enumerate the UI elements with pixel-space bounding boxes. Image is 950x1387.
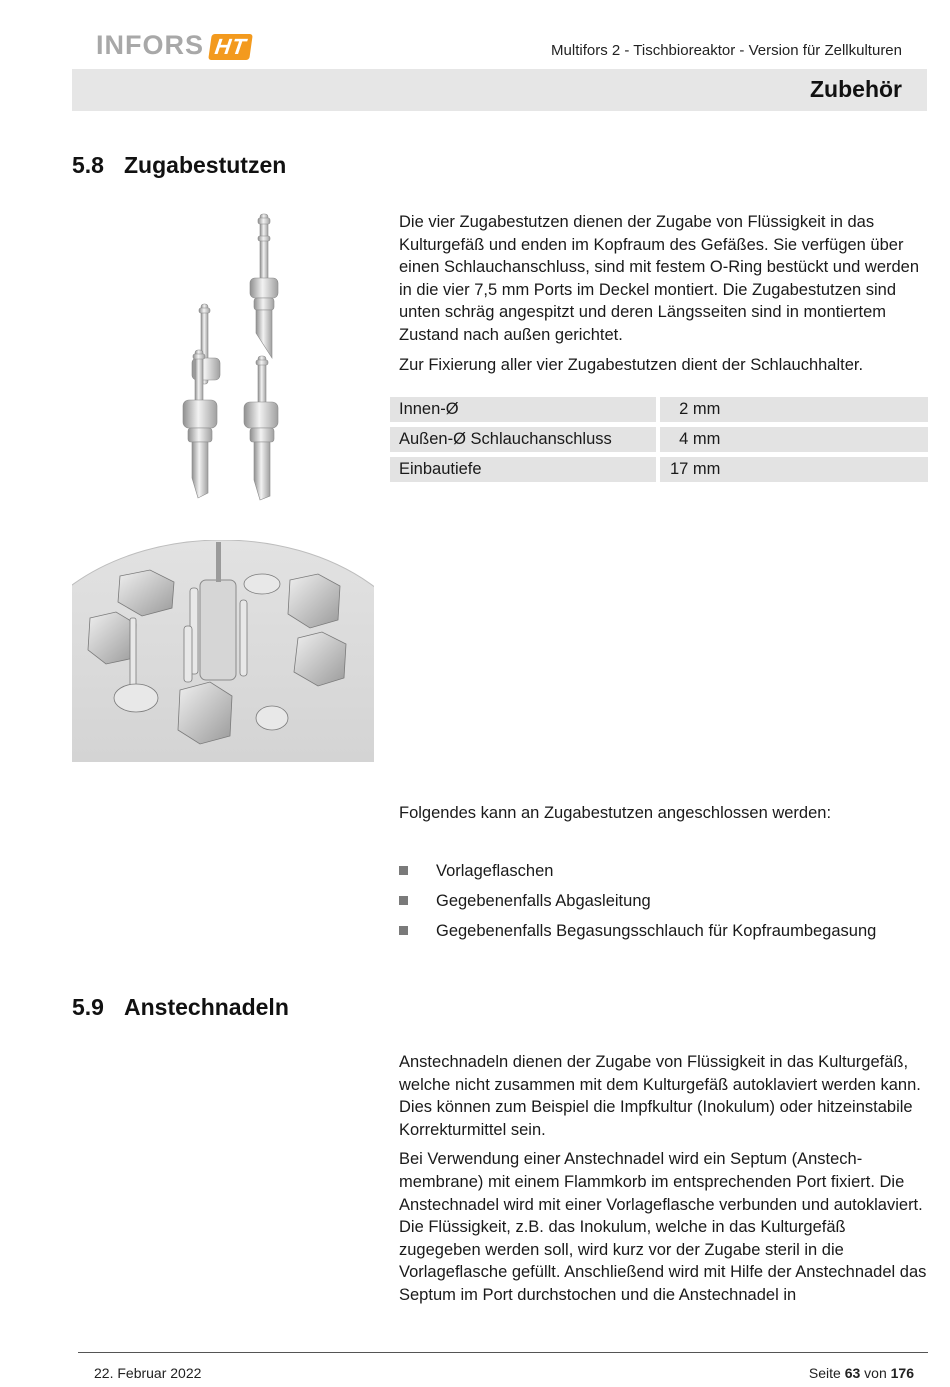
- paragraph: Bei Verwendung einer Anstechnadel wird ein Septum (Anstechmembrane) mit einem Flammkorb im entsprechenden Port fixiert. Die Anstechnadel wird mit einer Vorlageflasche verbunden und autoklaviert. Die Flüssigkeit, z.B. das Inokulum, welche in das Kulturgefäß zugegeben werden soll, wird kurz vor der Zugabe steril in die Vorlageflasche gefüllt. Anschließend wird mit Hilfe der Anstechnadel das Septum im Port durchstochen und die Anstechnadel in: [399, 1150, 927, 1304]
- section-heading-5-9: [72, 994, 289, 1021]
- spec-row: [390, 457, 928, 482]
- footer-divider: [78, 1352, 928, 1353]
- spec-row: [390, 397, 928, 422]
- logo-mark: HT: [208, 34, 253, 60]
- spec-value: 4 mm: [660, 427, 928, 452]
- spec-label: Einbautiefe: [390, 457, 656, 482]
- list-item: Vorlageflaschen: [399, 862, 553, 881]
- section-5-9-text: [399, 1051, 929, 1314]
- spec-value: 17 mm: [660, 457, 928, 482]
- paragraph: Zur Fixierung aller vier Zugabestutzen dient der Schlauchhalter.: [399, 355, 864, 374]
- connect-intro: Folgendes kann an Zugabestutzen angeschlossen werden:: [399, 804, 832, 822]
- bullet-square-icon: [399, 896, 408, 905]
- spec-label: Innen-Ø: [390, 397, 656, 422]
- section-number: 5.8: [72, 152, 104, 178]
- paragraph: Anstechnadeln dienen der Zugabe von Flüssigkeit in das Kulturgefäß, welche nicht zusammen mit dem Kulturgefäß autoklaviert werden kann. Dies können zum Beispiel die Impfkultur (Inokulum) oder hitzeinstabile Korrekturmittel sein.: [399, 1053, 921, 1139]
- zugabestutzen-illustration: [170, 208, 290, 503]
- paragraph: Die vier Zugabestutzen dienen der Zugabe von Flüssigkeit in das Kulturgefäß und enden im Kopfraum des Gefäßes. Sie verfügen über einen Schlauchanschluss, sind mit festem O-Ring bestückt und werden in die vier 7,5 mm Ports im Deckel montiert. Die Zugabestutzen sind unten schräg angespitzt und deren Längsseiten sind in montiertem Zustand nach außen gerichtet.: [399, 213, 920, 344]
- lid-illustration: [72, 540, 374, 762]
- section-title: Zugabestutzen: [124, 152, 287, 178]
- logo-text: INFORS: [96, 30, 205, 60]
- infors-ht-logo: [96, 30, 251, 61]
- section-number: 5.9: [72, 994, 104, 1020]
- spec-row: [390, 427, 928, 452]
- chapter-title: Zubehör: [810, 76, 902, 102]
- page-number: Seite 63 von 176: [808, 1365, 914, 1381]
- section-heading-5-8: [72, 152, 286, 179]
- bullet-square-icon: [399, 866, 408, 875]
- list-item: Gegebenenfalls Begasungsschlauch für Kopfraumbegasung: [399, 922, 876, 941]
- spec-value: 2 mm: [660, 397, 928, 422]
- bullet-square-icon: [399, 926, 408, 935]
- section-5-8-text: [399, 211, 929, 383]
- footer-date: 22. Februar 2022: [94, 1365, 202, 1381]
- list-item: Gegebenenfalls Abgasleitung: [399, 892, 651, 911]
- chapter-bar: [72, 69, 927, 111]
- document-title: Multifors 2 - Tischbioreaktor - Version für Zellkulturen: [551, 42, 902, 59]
- spec-label: Außen-Ø Schlauchanschluss: [390, 427, 656, 452]
- section-title: Anstechnadeln: [124, 994, 289, 1020]
